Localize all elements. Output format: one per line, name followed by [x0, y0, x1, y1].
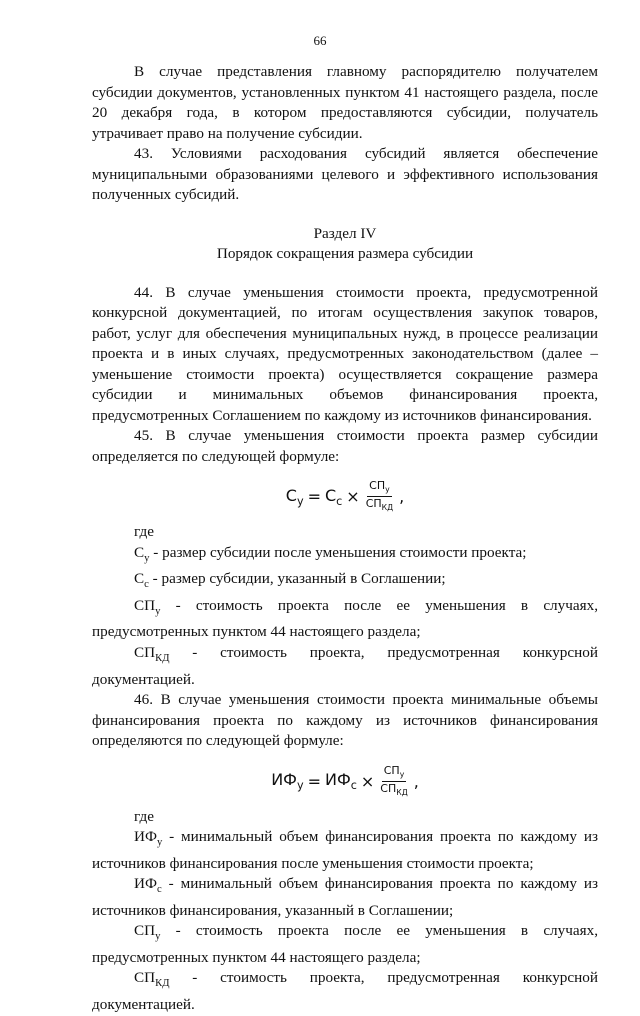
definition-item: $С_у$ - размер субсидии после уменьшения стоимости проекта; [134, 543, 527, 564]
definition-item: $ИФ_у$ - минимальный объем финансирования проекта по каждому из источников финансирования после уменьшения стоимости проекта; [92, 828, 598, 872]
definition-item: $СП_{КД}$ - стоимость проекта, предусмотренная конкурсной документацией. [92, 969, 598, 1013]
definition-item: $СП_у$ - стоимость проекта после ее уменьшения в случаях, предусмотренных пунктом 44 настоящего раздела; [92, 922, 598, 966]
where-label: где [134, 523, 154, 541]
definition-item: $ИФ_с$ - минимальный объем финансирования проекта по каждому из источников финансирования, указанный в Соглашении; [92, 875, 598, 919]
formula-fraction: $\frac{СП_у}{СП_{КД}}$ [365, 479, 394, 513]
paragraph-45: 45. В случае уменьшения стоимости проекта размер субсидии определяется по следующей формуле: [92, 427, 598, 465]
paragraph-43: 43. Условиями расходования субсидий является обеспечение муниципальными образованиями целевого и эффективного использования полученных субсидий. [92, 145, 598, 203]
section-subtitle: Порядок сокращения размера субсидии [216, 245, 474, 262]
formula-fraction: $\frac{СП_у}{СП_{КД}}$ [380, 763, 408, 797]
document-page [92, 62, 598, 1016]
definition-item: $С_с$ - размер субсидии, указанный в Соглашении; [134, 570, 446, 591]
paragraph-intro: В случае представления главному распорядителю получателем субсидии документов, установленных пунктом 41 настоящего раздела, после 20 декабря года, в котором предоставляются субсидии, получатель утрачивает право на получение субсидии. [92, 63, 598, 142]
definition-item: $СП_{КД}$ - стоимость проекта, предусмотренная конкурсной документацией. [92, 643, 598, 688]
paragraph-44: 44. В случае уменьшения стоимости проекта, предусмотренной конкурсной документацией, по итогам осуществления закупок товаров, работ, услуг для обеспечения муниципальных нужд, в процессе реализации проекта и в иных случаях, предусмотренных законодательством (далее – уменьшение стоимости проекта) осуществляется сокращение размера субсидии и минимальных объемов финансирования проекта, предусмотренных Соглашением по каждому из источников финансирования. [92, 283, 598, 424]
paragraph-46: 46. В случае уменьшения стоимости проекта минимальные объемы финансирования проекта по каждому из источников финансирования определяются по следующей формуле: [92, 691, 598, 749]
where-label: где [134, 807, 154, 825]
page-number: 66 [313, 33, 327, 48]
section-title: Раздел IV [313, 224, 377, 242]
definition-item: $СП_у$ - стоимость проекта после ее уменьшения в случаях, предусмотренных пунктом 44 настоящего раздела; [92, 596, 598, 641]
formula-financing: $ИФ_у$ = $ИФ_с$ × $\frac{СП_у}{СП_{КД}}$ , [271, 763, 419, 797]
formula-subsidy: $С_у$ = $С_с$ × $\frac{СП_у}{СП_{КД}}$ , [285, 479, 405, 513]
